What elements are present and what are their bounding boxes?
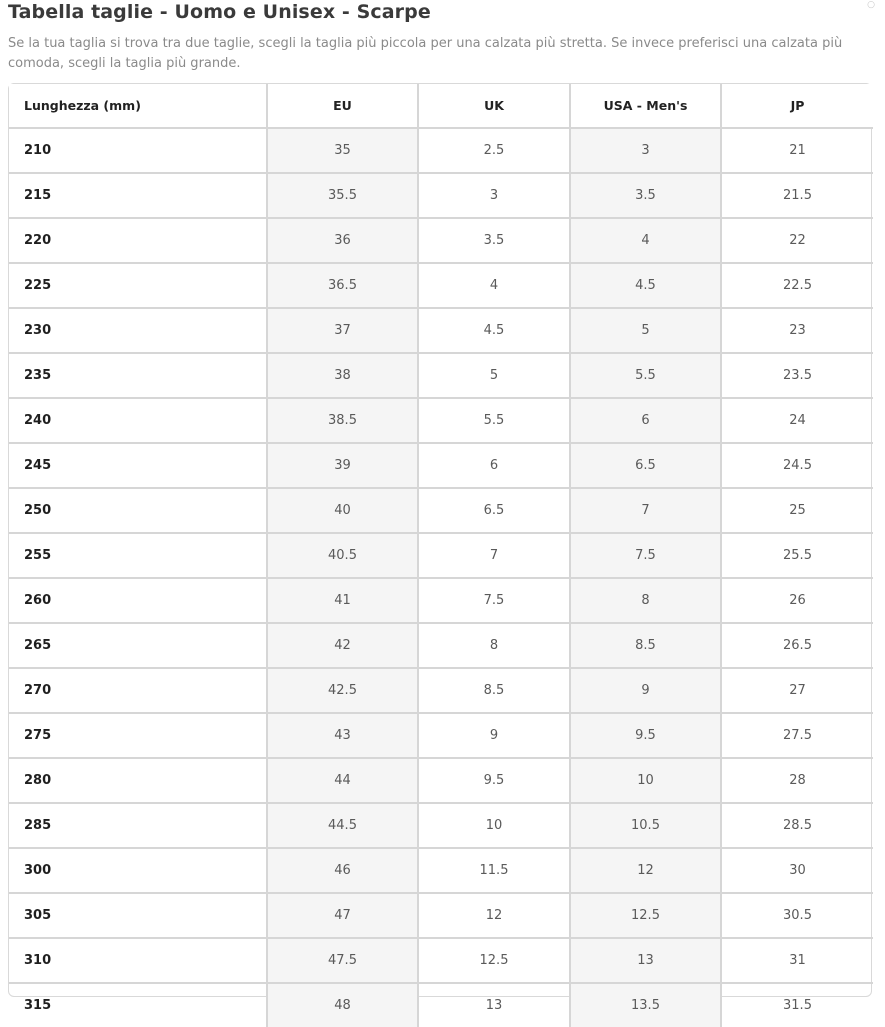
- cell-length-mm: 300: [9, 848, 267, 893]
- cell-usa-mens: 4.5: [570, 263, 721, 308]
- cell-usa-mens: 10.5: [570, 803, 721, 848]
- cell-length-mm: 230: [9, 308, 267, 353]
- table-row: [9, 173, 873, 218]
- cell-usa-mens: 5: [570, 308, 721, 353]
- cell-length-mm: 215: [9, 173, 267, 218]
- table-row: [9, 938, 873, 983]
- table-header: [9, 84, 873, 128]
- cell-usa-mens: 12.5: [570, 893, 721, 938]
- cell-jp: 26: [721, 578, 873, 623]
- table-row: [9, 803, 873, 848]
- cell-eu: 35.5: [267, 173, 418, 218]
- table-row: [9, 398, 873, 443]
- cell-eu: 37: [267, 308, 418, 353]
- cell-eu: 46: [267, 848, 418, 893]
- cell-usa-mens: 3: [570, 128, 721, 173]
- cell-usa-mens: 4: [570, 218, 721, 263]
- cell-length-mm: 235: [9, 353, 267, 398]
- table-row: [9, 353, 873, 398]
- cell-eu: 47: [267, 893, 418, 938]
- cell-eu: 43: [267, 713, 418, 758]
- cell-uk: 5: [418, 353, 570, 398]
- cell-usa-mens: 9.5: [570, 713, 721, 758]
- cell-length-mm: 225: [9, 263, 267, 308]
- cell-uk: 9: [418, 713, 570, 758]
- cell-jp: 27.5: [721, 713, 873, 758]
- cell-jp: 31: [721, 938, 873, 983]
- cell-jp: 23: [721, 308, 873, 353]
- cell-uk: 7.5: [418, 578, 570, 623]
- header-row: [9, 84, 873, 128]
- table-row: [9, 308, 873, 353]
- header-length-mm: Lunghezza (mm): [9, 84, 267, 128]
- cell-eu: 48: [267, 983, 418, 1027]
- cell-length-mm: 265: [9, 623, 267, 668]
- cell-uk: 12: [418, 893, 570, 938]
- cell-uk: 5.5: [418, 398, 570, 443]
- cell-uk: 8: [418, 623, 570, 668]
- cell-eu: 44.5: [267, 803, 418, 848]
- cell-length-mm: 220: [9, 218, 267, 263]
- cell-jp: 30: [721, 848, 873, 893]
- cell-eu: 35: [267, 128, 418, 173]
- cell-length-mm: 305: [9, 893, 267, 938]
- table-row: [9, 758, 873, 803]
- header-jp: JP: [721, 84, 873, 128]
- table-row: [9, 443, 873, 488]
- cell-uk: 2.5: [418, 128, 570, 173]
- cell-usa-mens: 7: [570, 488, 721, 533]
- cell-uk: 7: [418, 533, 570, 578]
- table-row: [9, 578, 873, 623]
- cell-jp: 21: [721, 128, 873, 173]
- cell-usa-mens: 13: [570, 938, 721, 983]
- cell-jp: 24.5: [721, 443, 873, 488]
- cell-usa-mens: 6.5: [570, 443, 721, 488]
- table-row: [9, 893, 873, 938]
- cell-length-mm: 310: [9, 938, 267, 983]
- cell-uk: 12.5: [418, 938, 570, 983]
- cell-uk: 11.5: [418, 848, 570, 893]
- table-row: [9, 128, 873, 173]
- cell-jp: 28: [721, 758, 873, 803]
- cell-eu: 38: [267, 353, 418, 398]
- cell-length-mm: 255: [9, 533, 267, 578]
- cell-eu: 40: [267, 488, 418, 533]
- cell-uk: 6: [418, 443, 570, 488]
- cell-usa-mens: 8: [570, 578, 721, 623]
- cell-usa-mens: 7.5: [570, 533, 721, 578]
- corner-circle-icon: ○: [867, 0, 875, 10]
- table-row: [9, 263, 873, 308]
- cell-jp: 30.5: [721, 893, 873, 938]
- table-row: [9, 218, 873, 263]
- cell-length-mm: 260: [9, 578, 267, 623]
- cell-usa-mens: 13.5: [570, 983, 721, 1027]
- cell-uk: 4.5: [418, 308, 570, 353]
- cell-eu: 40.5: [267, 533, 418, 578]
- table-row: [9, 623, 873, 668]
- cell-length-mm: 240: [9, 398, 267, 443]
- cell-usa-mens: 3.5: [570, 173, 721, 218]
- cell-length-mm: 245: [9, 443, 267, 488]
- cell-jp: 23.5: [721, 353, 873, 398]
- cell-jp: 27: [721, 668, 873, 713]
- cell-eu: 42: [267, 623, 418, 668]
- cell-length-mm: 250: [9, 488, 267, 533]
- cell-usa-mens: 12: [570, 848, 721, 893]
- cell-uk: 10: [418, 803, 570, 848]
- cell-jp: 22.5: [721, 263, 873, 308]
- cell-jp: 21.5: [721, 173, 873, 218]
- size-chart-table-container: [8, 83, 872, 1013]
- cell-usa-mens: 6: [570, 398, 721, 443]
- cell-usa-mens: 5.5: [570, 353, 721, 398]
- cell-length-mm: 285: [9, 803, 267, 848]
- cell-uk: 8.5: [418, 668, 570, 713]
- cell-uk: 4: [418, 263, 570, 308]
- cell-length-mm: 275: [9, 713, 267, 758]
- cell-eu: 36.5: [267, 263, 418, 308]
- header-uk: UK: [418, 84, 570, 128]
- cell-eu: 47.5: [267, 938, 418, 983]
- cell-jp: 28.5: [721, 803, 873, 848]
- cell-uk: 3.5: [418, 218, 570, 263]
- cell-uk: 6.5: [418, 488, 570, 533]
- cell-eu: 44: [267, 758, 418, 803]
- cell-jp: 31.5: [783, 998, 812, 1013]
- header-usa-mens: USA - Men's: [570, 84, 721, 128]
- cell-uk: 9.5: [418, 758, 570, 803]
- size-chart-table: [9, 84, 873, 1027]
- cell-usa-mens: 8.5: [570, 623, 721, 668]
- cell-jp: 22: [721, 218, 873, 263]
- cell-eu: 38.5: [267, 398, 418, 443]
- cell-eu: 39: [267, 443, 418, 488]
- cell-jp: 24: [721, 398, 873, 443]
- header-eu: EU: [267, 84, 418, 128]
- cell-length-mm: 280: [9, 758, 267, 803]
- cell-eu: 41: [267, 578, 418, 623]
- cell-jp: 25.5: [721, 533, 873, 578]
- table-row: [9, 668, 873, 713]
- cell-length-mm: 210: [9, 128, 267, 173]
- table-row: [9, 983, 873, 1027]
- size-advice-text: Se la tua taglia si trova tra due taglie, scegli la taglia più piccola per una calzata più stretta. Se invece preferisci una calzata più comoda, scegli la taglia più grande.: [8, 36, 843, 71]
- cell-usa-mens: 10: [570, 758, 721, 803]
- table-row: [9, 713, 873, 758]
- cell-eu: 42.5: [267, 668, 418, 713]
- cell-jp: 25: [721, 488, 873, 533]
- cell-uk: 3: [418, 173, 570, 218]
- table-row: [9, 488, 873, 533]
- cell-usa-mens: 9: [570, 668, 721, 713]
- table-body: [9, 128, 873, 1027]
- cell-jp: 26.5: [721, 623, 873, 668]
- page-title: Tabella taglie - Uomo e Unisex - Scarpe: [8, 1, 431, 23]
- cell-length-mm: 315: [9, 983, 267, 1027]
- table-row: [9, 533, 873, 578]
- cell-uk: 13: [418, 983, 570, 1027]
- table-row: [9, 848, 873, 893]
- cell-eu: 36: [267, 218, 418, 263]
- cell-length-mm: 270: [9, 668, 267, 713]
